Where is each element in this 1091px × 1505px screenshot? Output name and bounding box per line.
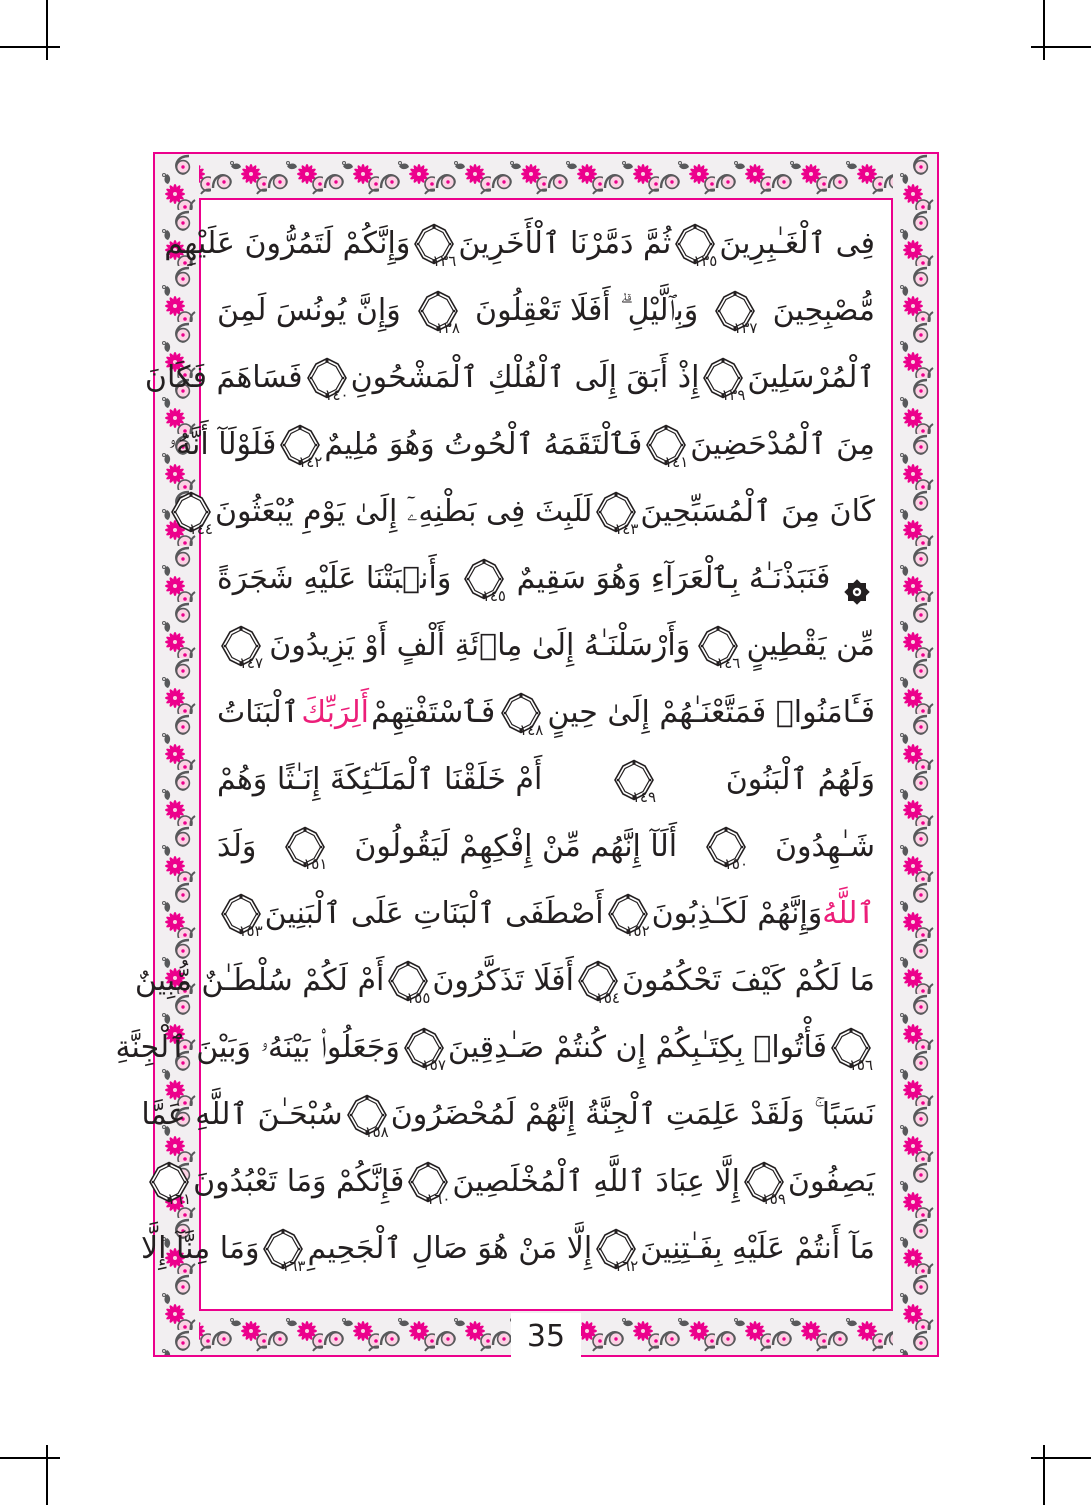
- ayah-number-label: ١٤٢: [298, 452, 323, 471]
- ayah-number-label: ١٥٤: [595, 988, 620, 1007]
- ayah-number-label: ١٥٥: [406, 988, 431, 1007]
- ayah-line: [166, 1148, 875, 1215]
- ayah-text: وَإِنَّ يُونُسَ لَمِنَ: [217, 293, 401, 328]
- ayah-text: وَلَدَ: [217, 829, 257, 864]
- ayah-number-medallion[interactable]: [402, 1027, 446, 1074]
- ayah-number-label: ١٣٧: [733, 318, 758, 337]
- ayah-text: أَمْ لَكُمْ سُلْطَـٰنٌ مُّبِينٌ: [134, 963, 385, 998]
- ayah-text: شَـٰهِدُونَ: [774, 829, 875, 864]
- ayah-number-medallion[interactable]: [713, 290, 758, 337]
- crop-mark-top-right-horizontal: [1031, 46, 1091, 48]
- highlighted-word: ٱللَّهُ: [822, 896, 875, 931]
- ayah-number-medallion[interactable]: [701, 357, 746, 404]
- ayah-number-medallion[interactable]: [278, 424, 323, 471]
- ayah-number-medallion[interactable]: [386, 960, 431, 1007]
- ayah-text: مَا لَكُمْ كَيْفَ تَحْكُمُونَ: [621, 963, 875, 998]
- ayah-number-medallion[interactable]: [462, 558, 506, 605]
- crop-mark-top-left-horizontal: [0, 46, 60, 48]
- ayah-number-medallion[interactable]: [283, 826, 328, 873]
- ayah-line: [217, 746, 875, 813]
- ayah-line: [217, 612, 875, 679]
- ayah-text: إِلَّا عِبَادَ ٱللَّهِ ٱلْمُخْلَصِينَ: [452, 1164, 740, 1199]
- ayah-text: فَنَبَذْنَـٰهُ بِٱلْعَرَآءِ وَهُوَ سَقِيمٌ: [516, 561, 831, 596]
- ayah-number-medallion[interactable]: [576, 960, 620, 1007]
- ayah-text: مِنَ ٱلْمُدْحَضِينَ: [690, 427, 875, 462]
- ayah-text: مَآ أَنتُمْ عَلَيْهِ بِفَـٰتِنِينَ: [640, 1231, 875, 1266]
- ayah-text: وَبِٱلَّيْلِ ۗ أَفَلَا تَعْقِلُونَ: [475, 293, 699, 328]
- border-band-right: [893, 154, 937, 1355]
- crop-mark-top-left-vertical: [46, 0, 48, 60]
- border-band-top: [155, 154, 937, 198]
- ayah-number-medallion[interactable]: [742, 1161, 786, 1208]
- crop-mark-bottom-right-horizontal: [1031, 1457, 1091, 1459]
- ayah-text: وَجَعَلُوا۟ بَيْنَهُۥ وَبَيْنَ ٱلْجِنَّةِ: [115, 1030, 400, 1065]
- crop-mark-top-right-vertical: [1043, 0, 1045, 60]
- ayah-line: [217, 277, 875, 344]
- ayah-number-label: ١٤٤: [188, 519, 213, 538]
- ayah-line: [134, 947, 875, 1014]
- ayah-text: إِذْ أَبَقَ إِلَى ٱلْفُلْكِ ٱلْمَشْحُونِ: [350, 360, 700, 395]
- ayah-number-label: ١٣٨: [435, 318, 460, 337]
- ayah-line: [217, 813, 875, 880]
- ayah-number-label: ١٤٩: [631, 787, 657, 806]
- ayah-number-label: ١٣٩: [721, 385, 746, 404]
- page-number: [153, 1313, 939, 1361]
- ayah-number-label: ١٦٠: [426, 1189, 451, 1208]
- ayah-number-medallion[interactable]: [416, 290, 460, 337]
- crop-mark-bottom-left-horizontal: [0, 1457, 60, 1459]
- ayah-number-medallion[interactable]: [169, 491, 213, 538]
- ayah-number-label: ١٥٩: [761, 1189, 786, 1208]
- ayah-text: فَأْتُوا۟ بِكِتَـٰبِكُمْ إِن كُنتُمْ صَـٰدِقِينَ: [447, 1030, 827, 1065]
- ayah-number-medallion[interactable]: [345, 1094, 389, 1141]
- ayah-number-medallion[interactable]: [594, 1228, 639, 1275]
- ayah-number-label: ١٥٨: [364, 1122, 389, 1141]
- ayah-text: فَسَاهَمَ فَكَانَ: [144, 360, 303, 395]
- ayah-number-medallion[interactable]: [606, 893, 650, 940]
- ayah-number-label: ١٥١: [303, 854, 328, 873]
- ayah-number-label: ١٥٣: [238, 921, 263, 940]
- ayah-number-medallion[interactable]: [412, 223, 457, 270]
- ayah-number-medallion[interactable]: [305, 357, 349, 404]
- page-number-label: 35: [511, 1313, 581, 1361]
- ayah-number-label: ١٤٧: [238, 653, 264, 672]
- ayah-text: فِى ٱلْغَـٰبِرِينَ: [719, 226, 875, 261]
- ayah-number-label: ١٤٠: [324, 385, 349, 404]
- ayah-text: ٱلْمُرْسَلِينَ: [747, 360, 875, 395]
- ayah-text: أَمْ خَلَقْنَا ٱلْمَلَـٰٓئِكَةَ إِنَـٰثًا وَهُمْ: [217, 762, 543, 797]
- ayah-number-label: ١٥٧: [421, 1055, 446, 1074]
- ayah-text: أَلَآ إِنَّهُم مِّنْ إِفْكِهِمْ لَيَقُولُونَ: [354, 829, 678, 864]
- ayah-text: نَسَبًا ۚ وَلَقَدْ عَلِمَتِ ٱلْجِنَّةُ إِنَّهُمْ لَمُحْضَرُونَ: [390, 1097, 875, 1132]
- ayah-text: وَأَنۢبَتْنَا عَلَيْهِ شَجَرَةً: [217, 561, 452, 596]
- ayah-line: [217, 880, 875, 947]
- ayah-number-label: ١٥٦: [848, 1055, 873, 1074]
- ayah-number-medallion[interactable]: [829, 1027, 873, 1074]
- ayah-number-label: ١٦٢: [614, 1256, 639, 1275]
- mushaf-page-plate: [115, 152, 939, 1357]
- ayah-number-medallion[interactable]: [594, 491, 639, 538]
- ayah-line: [164, 210, 875, 277]
- ayah-number-label: ١٤٥: [481, 586, 506, 605]
- ayah-number-medallion[interactable]: [673, 223, 718, 270]
- ayah-text: فَإِنَّكُمْ وَمَا تَعْبُدُونَ: [193, 1164, 405, 1199]
- ayah-number-label: ١٦١: [166, 1189, 192, 1208]
- ayah-number-medallion[interactable]: [612, 759, 657, 806]
- ayah-text: ٱلْبَنَاتُ: [217, 695, 300, 730]
- ayah-line: [141, 1215, 875, 1282]
- ayah-line: [144, 344, 875, 411]
- ayah-text: فَٱلْتَقَمَهُ ٱلْحُوتُ وَهُوَ مُلِيمٌ: [324, 427, 643, 462]
- highlighted-word: أَلِرَبِّكَ: [301, 695, 370, 730]
- ayah-text: سُبْحَـٰنَ ٱللَّهِ عَمَّا: [141, 1097, 343, 1132]
- ayah-text: لَلَبِثَ فِى بَطْنِهِۦٓ إِلَىٰ يَوْمِ يُبْعَثُونَ: [214, 494, 593, 529]
- ayah-number-label: ١٦٣: [281, 1256, 306, 1275]
- ayah-line: [115, 1014, 875, 1081]
- ayah-text: وَإِنَّهُمْ لَكَـٰذِبُونَ: [651, 896, 823, 931]
- ayah-number-medallion[interactable]: [499, 692, 544, 739]
- ayah-number-medallion[interactable]: [219, 625, 264, 672]
- ayah-line: [188, 478, 875, 545]
- quran-text-field: [115, 204, 887, 1305]
- ayah-line: [168, 411, 875, 478]
- ayah-text: يَصِفُونَ: [787, 1164, 875, 1199]
- crop-mark-bottom-left-vertical: [46, 1445, 48, 1505]
- ayah-text: وَمَا مِنَّآ إِلَّا: [141, 1231, 260, 1266]
- ayah-text: مِّن يَقْطِينٍ: [746, 628, 875, 663]
- ayah-number-label: ١٤٨: [519, 720, 544, 739]
- ayah-number-label: ١٣٦: [432, 251, 457, 270]
- ruku-marker-icon: [842, 564, 872, 594]
- ayah-number-medallion[interactable]: [704, 826, 749, 873]
- ayah-number-label: ١٤٦: [716, 653, 741, 672]
- ayah-number-label: ١٥٢: [625, 921, 650, 940]
- ayah-number-medallion[interactable]: [644, 424, 689, 471]
- ayah-text: ثُمَّ دَمَّرْنَا ٱلْأَخَرِينَ: [458, 226, 672, 261]
- ayah-text: مُّصْبِحِينَ: [772, 293, 875, 328]
- ayah-text: فَلَوْلَآ أَنَّهُۥ: [168, 427, 277, 462]
- ayah-text: وَإِنَّكُمْ لَتَمُرُّونَ عَلَيْهِم: [164, 226, 411, 261]
- ayah-number-label: ١٤١: [664, 452, 689, 471]
- ayah-number-medallion[interactable]: [219, 893, 263, 940]
- ayah-text: وَأَرْسَلْنَـٰهُ إِلَىٰ مِا۟ئَةِ أَلْفٍ أَوْ يَزِيدُونَ: [269, 628, 691, 663]
- crop-mark-bottom-right-vertical: [1043, 1445, 1045, 1505]
- ayah-number-label: ١٣٥: [693, 251, 718, 270]
- ayah-number-medallion[interactable]: [406, 1161, 451, 1208]
- ayah-number-medallion[interactable]: [696, 625, 741, 672]
- ayah-text: فَٱسْتَفْتِهِمْ: [371, 695, 496, 730]
- ayah-number-label: ١٥٠: [723, 854, 749, 873]
- ayah-line: [141, 1081, 875, 1148]
- ayah-number-medallion[interactable]: [261, 1228, 306, 1275]
- ayah-text: أَفَلَا تَذَكَّرُونَ: [432, 963, 574, 998]
- ayah-text: وَلَهُمُ ٱلْبَنُونَ: [725, 762, 875, 797]
- ayah-number-label: ١٤٣: [614, 519, 639, 538]
- ayah-number-medallion[interactable]: [147, 1161, 192, 1208]
- ayah-text: فَـَٔامَنُوا۟ فَمَتَّعْنَـٰهُمْ إِلَىٰ حِينٍ: [547, 695, 875, 730]
- ayah-line: [217, 545, 875, 612]
- ayah-line: [217, 679, 875, 746]
- ayah-text: إِلَّا مَنْ هُوَ صَالِ ٱلْجَحِيمِ: [307, 1231, 593, 1266]
- ayah-text: كَانَ مِنَ ٱلْمُسَبِّحِينَ: [640, 494, 875, 529]
- ayah-text: أَصْطَفَى ٱلْبَنَاتِ عَلَى ٱلْبَنِينَ: [264, 896, 604, 931]
